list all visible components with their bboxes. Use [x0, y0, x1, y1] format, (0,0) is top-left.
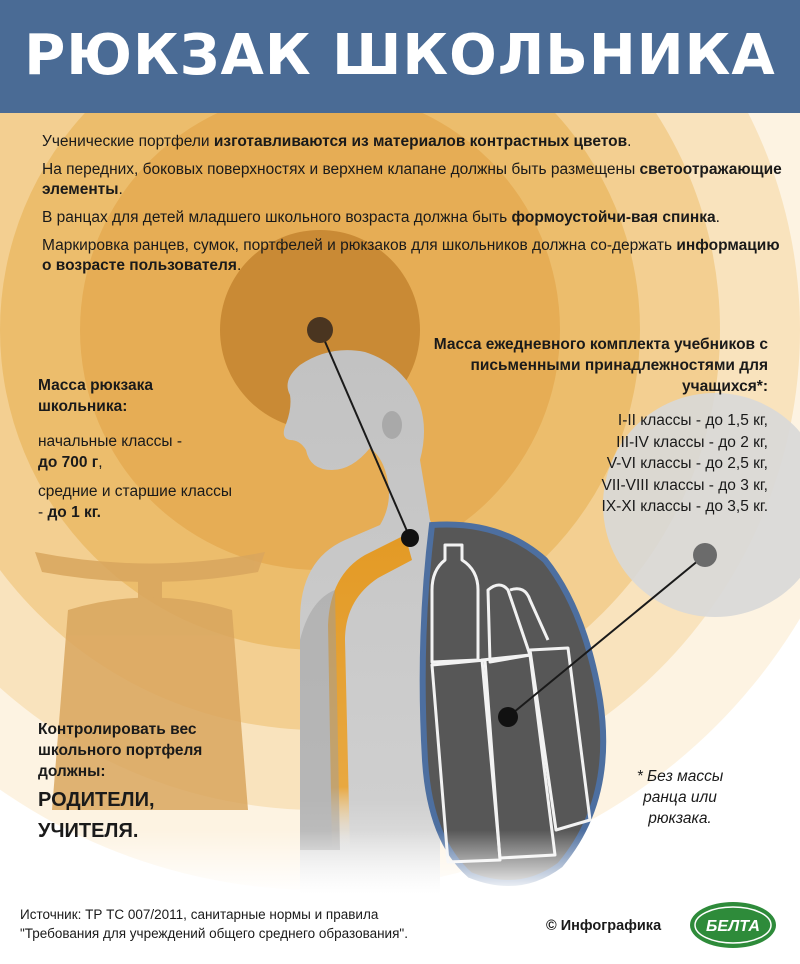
rule-1: Ученические портфели изготавливаются из материалов контрастных цветов.	[42, 133, 632, 150]
head-dot	[307, 317, 333, 343]
class-row: IX-XI классы - до 3,5 кг.	[601, 498, 768, 515]
belta-logo-text: БЕЛТА	[706, 918, 760, 935]
senior-grades: средние и старшие классы - до 1 кг.	[38, 483, 232, 521]
circle-dot	[693, 543, 717, 567]
infographic-credit: © Инфографика	[546, 918, 662, 934]
rules-text	[42, 132, 782, 284]
header-bar	[0, 0, 800, 113]
control-title: Контролировать вес школьного портфеля должны:	[38, 721, 203, 780]
backpack-dot	[498, 707, 518, 727]
rule-3: В ранцах для детей младшего школьного возраста должна быть формоустойчи-вая спинка.	[42, 209, 720, 226]
class-row: I-II классы - до 1,5 кг,	[617, 412, 768, 429]
rule-2: На передних, боковых поверхностях и верхнем клапане должны быть размещены светоотражающие элементы.	[42, 161, 782, 198]
textbook-mass	[408, 334, 768, 518]
primary-grades: начальные классы - до 700 г,	[38, 433, 183, 471]
rule-4: Маркировка ранцев, сумок, портфелей и рюкзаков для школьников должна со-держать информацию о возрасте пользователя.	[42, 237, 780, 274]
class-row: V-VI классы - до 2,5 кг,	[606, 455, 768, 472]
who-teachers: УЧИТЕЛЯ.	[38, 820, 139, 842]
footnote: * Без массы ранца или рюкзака.	[636, 768, 724, 827]
class-row: III-IV классы - до 2 кг,	[616, 433, 768, 451]
footer	[0, 894, 800, 964]
backpack-mass-title: Масса рюкзака школьника:	[38, 377, 154, 415]
neck-dot	[401, 529, 419, 547]
backpack-mass	[38, 375, 238, 531]
control-block	[38, 719, 253, 847]
source-text: Источник: ТР ТС 007/2011, санитарные нормы и правила "Требования для учреждений общего среднего образования".	[20, 907, 408, 941]
textbook-mass-title: Масса ежедневного комплекта учебников с письменными принадлежностями для учащихся*:	[433, 336, 768, 395]
belta-logo	[688, 900, 778, 950]
page-title: РЮКЗАК ШКОЛЬНИКА	[24, 23, 776, 88]
who-parents: РОДИТЕЛИ,	[38, 789, 155, 811]
class-row: VII-VIII классы - до 3 кг,	[601, 476, 768, 494]
